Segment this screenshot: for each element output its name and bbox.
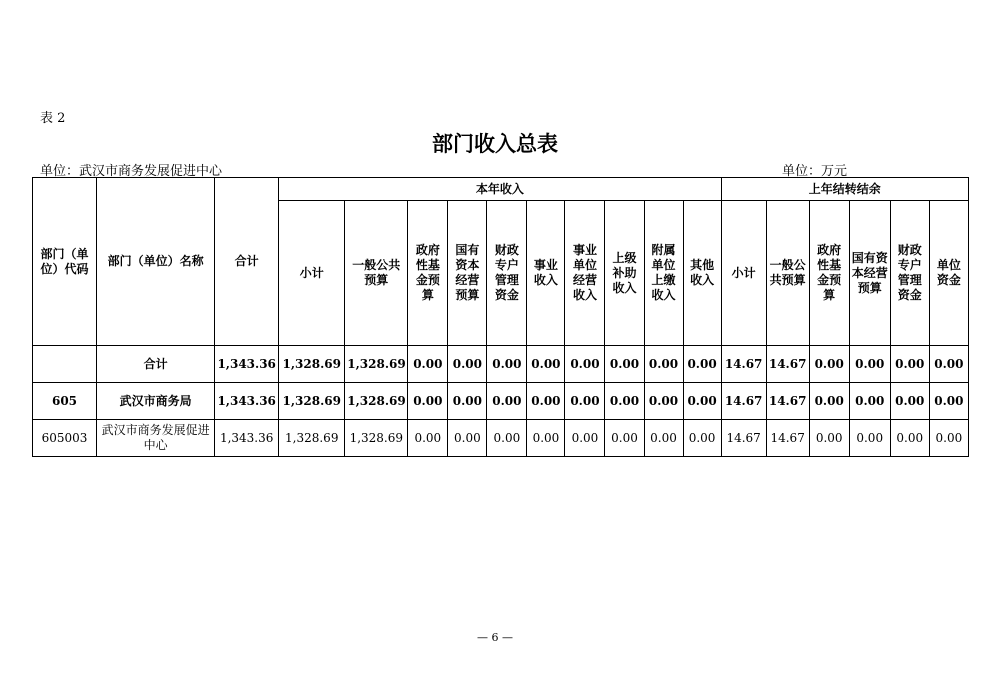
row-value: 0.00 [408,383,448,420]
header-carryover: 上年结转结余 [721,178,968,201]
row-value: 0.00 [644,420,683,457]
row-value: 0.00 [683,346,721,383]
row-value: 0.00 [683,420,721,457]
header-current-col: 附属单位上缴收入 [644,201,683,346]
row-value: 0.00 [890,383,929,420]
row-code: 605 [33,383,97,420]
row-value: 0.00 [890,346,929,383]
row-value: 1,328.69 [279,383,345,420]
header-carry-col: 财政专户管理资金 [890,201,929,346]
row-name: 武汉市商务局 [97,383,215,420]
header-current-col: 小计 [279,201,345,346]
row-code [33,346,97,383]
row-code: 605003 [33,420,97,457]
row-value: 0.00 [448,420,487,457]
row-value: 0.00 [565,346,605,383]
header-current-col: 政府性基金预算 [408,201,448,346]
header-current-col: 上级补助收入 [605,201,644,346]
row-value: 1,328.69 [279,346,345,383]
row-value: 0.00 [448,346,487,383]
header-carry-col: 一般公共预算 [766,201,809,346]
row-value: 0.00 [527,346,565,383]
row-value: 0.00 [408,346,448,383]
row-value: 14.67 [721,383,766,420]
row-value: 0.00 [605,346,644,383]
row-value: 14.67 [721,420,766,457]
table-row [33,420,969,457]
header-current-col: 事业单位经营收入 [565,201,605,346]
row-value: 14.67 [766,420,809,457]
row-value: 0.00 [809,420,849,457]
row-value: 0.00 [929,346,968,383]
page-number: — 6 — [477,631,513,644]
header-carry-col: 政府性基金预算 [809,201,849,346]
table-row [33,346,969,383]
row-value: 0.00 [408,420,448,457]
row-name: 武汉市商务发展促进中心 [97,420,215,457]
header-code: 部门（单位）代码 [33,178,97,346]
row-value: 0.00 [487,420,527,457]
row-value: 0.00 [605,420,644,457]
income-summary-table [32,177,969,457]
header-current-col: 事业收入 [527,201,565,346]
table-label: 表 2 [40,111,66,126]
header-total: 合计 [215,178,279,346]
row-value: 1,328.69 [345,383,408,420]
row-value: 0.00 [605,383,644,420]
row-total: 1,343.36 [215,346,279,383]
header-current-col: 一般公共预算 [345,201,408,346]
row-value: 1,328.69 [345,346,408,383]
row-value: 0.00 [487,346,527,383]
header-name: 部门（单位）名称 [97,178,215,346]
row-value: 0.00 [448,383,487,420]
unit-organization: 单位：武汉市商务发展促进中心 [40,164,223,179]
row-value: 0.00 [565,383,605,420]
row-value: 0.00 [890,420,929,457]
row-value: 0.00 [683,383,721,420]
row-value: 0.00 [565,420,605,457]
row-value: 0.00 [809,346,849,383]
row-name: 合计 [97,346,215,383]
row-value: 0.00 [849,346,890,383]
row-value: 0.00 [527,383,565,420]
header-current-year: 本年收入 [279,178,721,201]
row-value: 0.00 [849,420,890,457]
row-value: 1,328.69 [279,420,345,457]
unit-currency: 单位：万元 [782,164,848,179]
row-value: 0.00 [644,383,683,420]
row-total: 1,343.36 [215,420,279,457]
row-value: 14.67 [766,346,809,383]
header-current-col: 国有资本经营预算 [448,201,487,346]
row-value: 0.00 [849,383,890,420]
row-value: 0.00 [809,383,849,420]
row-value: 0.00 [527,420,565,457]
row-total: 1,343.36 [215,383,279,420]
header-row-group [33,178,969,201]
header-current-col: 财政专户管理资金 [487,201,527,346]
table-row [33,383,969,420]
row-value: 0.00 [929,420,968,457]
header-current-col: 其他收入 [683,201,721,346]
row-value: 14.67 [721,346,766,383]
row-value: 0.00 [487,383,527,420]
row-value: 1,328.69 [345,420,408,457]
page-title: 部门收入总表 [432,131,558,156]
header-carry-col: 国有资本经营预算 [849,201,890,346]
row-value: 0.00 [929,383,968,420]
header-carry-col: 小计 [721,201,766,346]
row-value: 0.00 [644,346,683,383]
header-carry-col: 单位资金 [929,201,968,346]
row-value: 14.67 [766,383,809,420]
